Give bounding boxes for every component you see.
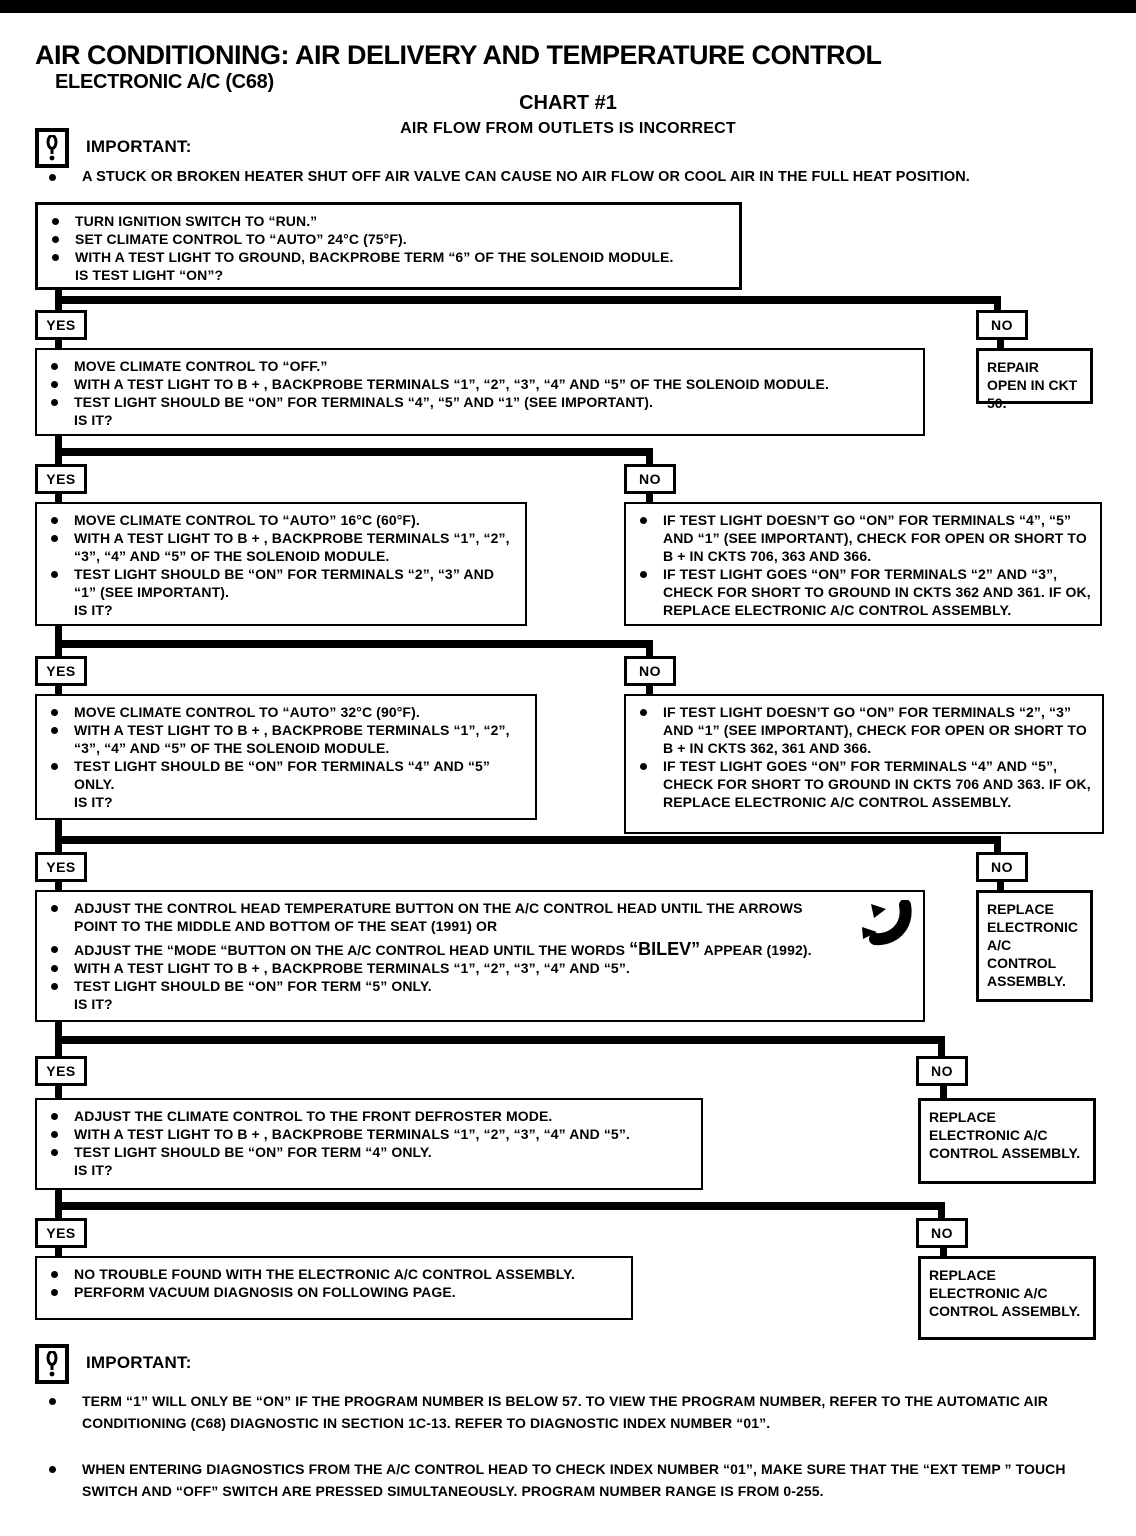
connector bbox=[55, 296, 1001, 304]
step5-b2-bilev: “BILEV” bbox=[629, 939, 701, 959]
connector bbox=[940, 1248, 947, 1256]
yes-label-6: YES bbox=[35, 1218, 87, 1248]
bullet-icon bbox=[51, 905, 58, 912]
connector bbox=[55, 1190, 62, 1202]
step5-b2-pre: ADJUST THE “MODE “BUTTON ON THE A/C CONTROL HEAD UNTIL THE WORDS bbox=[74, 942, 630, 958]
connector bbox=[940, 1086, 947, 1098]
no-label-5: NO bbox=[916, 1056, 968, 1086]
yes-label-4: YES bbox=[35, 852, 87, 882]
bullet-icon bbox=[51, 1149, 58, 1156]
bullet-icon bbox=[51, 727, 58, 734]
step4-question: IS IT? bbox=[74, 794, 113, 810]
no-label-2: NO bbox=[624, 464, 676, 494]
connector bbox=[55, 1248, 62, 1256]
step6-question: IS IT? bbox=[74, 1162, 113, 1178]
replace-assembly-box-2: REPLACE ELECTRONIC A/C CONTROL ASSEMBLY. bbox=[918, 1098, 1096, 1184]
bullet-item: WITH A TEST LIGHT TO GROUND, BACKPROBE TERM “6” OF THE SOLENOID MODULE. bbox=[38, 248, 731, 266]
yes-label-2: YES bbox=[35, 464, 87, 494]
bullet-item: MOVE CLIMATE CONTROL TO “AUTO” 32°C (90°F). bbox=[37, 703, 527, 721]
yes-label-3: YES bbox=[35, 656, 87, 686]
footer-note bbox=[35, 1390, 1065, 1434]
bullet-item: TEST LIGHT SHOULD BE “ON” FOR TERM “5” ONLY. bbox=[37, 977, 915, 995]
bullet-item: IF TEST LIGHT DOESN’T GO “ON” FOR TERMINALS “4”, “5” AND “1” (SEE IMPORTANT), CHECK FOR OPEN OR SHORT TO B + IN CKTS 706, 363 AND 366. bbox=[626, 511, 1092, 565]
bullet-item: WITH A TEST LIGHT TO B + , BACKPROBE TERMINALS “1”, “2”, “3”, “4” AND “5”. bbox=[37, 1125, 693, 1143]
exclamation-icon bbox=[35, 128, 69, 168]
connector bbox=[55, 686, 62, 694]
bullet-icon bbox=[51, 983, 58, 990]
no-label-1: NO bbox=[976, 310, 1028, 340]
bullet-icon bbox=[51, 571, 58, 578]
bullet-item: WITH A TEST LIGHT TO B + , BACKPROBE TERMINALS “1”, “2”, “3”, “4” AND “5” OF THE SOLENOID MODULE. bbox=[37, 375, 915, 393]
bullet-item: SET CLIMATE CONTROL TO “AUTO” 24°C (75°F). bbox=[38, 230, 731, 248]
step5-box bbox=[35, 890, 925, 1022]
connector bbox=[55, 640, 653, 648]
warning-text: A STUCK OR BROKEN HEATER SHUT OFF AIR VALVE CAN CAUSE NO AIR FLOW OR COOL AIR IN THE FULL HEAT POSITION. bbox=[82, 169, 970, 185]
step5-question: IS IT? bbox=[74, 996, 113, 1012]
connector bbox=[55, 1086, 62, 1098]
bullet-item: TURN IGNITION SWITCH TO “RUN.” bbox=[38, 212, 731, 230]
bullet-item: IF TEST LIGHT GOES “ON” FOR TERMINALS “4” AND “5”, CHECK FOR SHORT TO GROUND IN CKTS 706 AND 363. IF OK, REPLACE ELECTRONIC A/C CONTROL ASSEMBLY. bbox=[626, 757, 1094, 811]
bullet-icon bbox=[51, 946, 58, 953]
connector bbox=[55, 436, 62, 448]
connector bbox=[55, 820, 62, 836]
bullet-icon bbox=[51, 709, 58, 716]
footer-note bbox=[35, 1458, 1105, 1502]
connector bbox=[55, 340, 62, 348]
connector bbox=[55, 494, 62, 502]
connector bbox=[55, 1022, 62, 1036]
repair-ckt50-box: REPAIR OPEN IN CKT 50. bbox=[976, 348, 1093, 404]
step3-question: IS IT? bbox=[74, 602, 113, 618]
bullet-icon bbox=[640, 709, 647, 716]
connector bbox=[55, 882, 62, 890]
bullet-item: IF TEST LIGHT GOES “ON” FOR TERMINALS “2” AND “3”, CHECK FOR SHORT TO GROUND IN CKTS 362 AND 361. IF OK, REPLACE ELECTRONIC A/C CONTROL ASSEMBLY. bbox=[626, 565, 1092, 619]
bullet-icon bbox=[51, 965, 58, 972]
bullet-icon bbox=[51, 763, 58, 770]
step1-question: IS TEST LIGHT “ON”? bbox=[75, 267, 224, 283]
chart-title: AIR FLOW FROM OUTLETS IS INCORRECT bbox=[400, 120, 736, 137]
bullet-item: IF TEST LIGHT DOESN’T GO “ON” FOR TERMINALS “2”, “3” AND “1” (SEE IMPORTANT), CHECK FOR OPEN OR SHORT TO B + IN CKTS 362, 361 AND 366. bbox=[626, 703, 1094, 757]
no-label-4: NO bbox=[976, 852, 1028, 882]
connector bbox=[55, 648, 62, 656]
step1-box bbox=[35, 202, 742, 290]
connector bbox=[55, 1210, 62, 1218]
bullet-item bbox=[37, 940, 915, 959]
replace-assembly-box-3: REPLACE ELECTRONIC A/C CONTROL ASSEMBLY. bbox=[918, 1256, 1096, 1340]
bullet-icon bbox=[51, 1113, 58, 1120]
connector bbox=[55, 836, 1001, 844]
yes-label-5: YES bbox=[35, 1056, 87, 1086]
no-label-6: NO bbox=[916, 1218, 968, 1248]
bullet-icon bbox=[52, 254, 59, 261]
bullet-item: WITH A TEST LIGHT TO B + , BACKPROBE TERMINALS “1”, “2”, “3”, “4” AND “5” OF THE SOLENOID MODULE. bbox=[37, 529, 517, 565]
bullet-icon bbox=[51, 381, 58, 388]
bullet-item: PERFORM VACUUM DIAGNOSIS ON FOLLOWING PAGE. bbox=[37, 1283, 623, 1301]
connector bbox=[994, 844, 1001, 852]
bullet-icon bbox=[51, 399, 58, 406]
connector bbox=[55, 844, 62, 852]
connector bbox=[55, 448, 653, 456]
exclamation-icon bbox=[35, 1344, 69, 1384]
seat-with-arrows-icon bbox=[859, 900, 915, 951]
footer-note-text: WHEN ENTERING DIAGNOSTICS FROM THE A/C CONTROL HEAD TO CHECK INDEX NUMBER “01”, MAKE SURE THAT THE “EXT TEMP ” TOUCH SWITCH AND “OFF” SWITCH ARE PRESSED SIMULTANEOUSLY. PROGRAM NUMBER RANGE IS FROM 0-255. bbox=[82, 1461, 1066, 1499]
page-subtitle: ELECTRONIC A/C (C68) bbox=[55, 71, 274, 93]
connector bbox=[646, 686, 653, 694]
bullet-icon bbox=[51, 1289, 58, 1296]
bullet-icon bbox=[49, 1398, 56, 1405]
connector bbox=[55, 1044, 62, 1056]
bullet-item: ADJUST THE CONTROL HEAD TEMPERATURE BUTTON ON THE A/C CONTROL HEAD UNTIL THE ARROWS POINT TO THE MIDDLE AND BOTTOM OF THE SEAT (1991) OR bbox=[37, 899, 915, 935]
bullet-item: NO TROUBLE FOUND WITH THE ELECTRONIC A/C CONTROL ASSEMBLY. bbox=[37, 1265, 623, 1283]
connector bbox=[938, 1044, 945, 1056]
bullet-icon bbox=[52, 218, 59, 225]
bullet-icon bbox=[51, 1271, 58, 1278]
connector bbox=[55, 456, 62, 464]
footer-note-text: TERM “1” WILL ONLY BE “ON” IF THE PROGRAM NUMBER IS BELOW 57. TO VIEW THE PROGRAM NUMBER, REFER TO THE AUTOMATIC AIR CONDITIONING (C68) DIAGNOSTIC IN SECTION 1C-13. REFER TO DIAGNOSTIC INDEX NUMBER “01”. bbox=[82, 1393, 1048, 1431]
bullet-icon bbox=[640, 571, 647, 578]
step5-b2-post: APPEAR (1992). bbox=[700, 942, 812, 958]
important-label-bottom: IMPORTANT: bbox=[86, 1353, 192, 1372]
warning-note bbox=[35, 168, 1105, 187]
bullet-icon bbox=[51, 517, 58, 524]
replace-assembly-box-1: REPLACE ELECTRONIC A/C CONTROL ASSEMBLY. bbox=[976, 890, 1093, 1002]
bullet-item: MOVE CLIMATE CONTROL TO “OFF.” bbox=[37, 357, 915, 375]
no-label-3: NO bbox=[624, 656, 676, 686]
bullet-item: ADJUST THE CLIMATE CONTROL TO THE FRONT DEFROSTER MODE. bbox=[37, 1107, 693, 1125]
connector bbox=[55, 1202, 945, 1210]
bullet-icon bbox=[640, 517, 647, 524]
bullet-icon bbox=[52, 236, 59, 243]
connector bbox=[55, 1036, 945, 1044]
connector bbox=[55, 626, 62, 640]
step3-no-box bbox=[624, 502, 1102, 626]
connector bbox=[646, 494, 653, 502]
bullet-item: TEST LIGHT SHOULD BE “ON” FOR TERMINALS “4” AND “5” ONLY. bbox=[37, 757, 527, 793]
bullet-item: TEST LIGHT SHOULD BE “ON” FOR TERMINALS “2”, “3” AND “1” (SEE IMPORTANT). bbox=[37, 565, 517, 601]
connector bbox=[938, 1210, 945, 1218]
bullet-item: WITH A TEST LIGHT TO B + , BACKPROBE TERMINALS “1”, “2”, “3”, “4” AND “5”. bbox=[37, 959, 915, 977]
step4-box bbox=[35, 694, 537, 820]
yes-label-1: YES bbox=[35, 310, 87, 340]
step2-box bbox=[35, 348, 925, 436]
step2-question: IS IT? bbox=[74, 412, 113, 428]
connector bbox=[997, 340, 1004, 348]
bullet-item: MOVE CLIMATE CONTROL TO “AUTO” 16°C (60°F). bbox=[37, 511, 517, 529]
connector bbox=[646, 456, 653, 464]
step7-box bbox=[35, 1256, 633, 1320]
bullet-item: TEST LIGHT SHOULD BE “ON” FOR TERMINALS “4”, “5” AND “1” (SEE IMPORTANT). bbox=[37, 393, 915, 411]
step3-box bbox=[35, 502, 527, 626]
bullet-icon bbox=[51, 1131, 58, 1138]
page-title: AIR CONDITIONING: AIR DELIVERY AND TEMPERATURE CONTROL bbox=[35, 40, 882, 70]
bullet-item: WITH A TEST LIGHT TO B + , BACKPROBE TERMINALS “1”, “2”, “3”, “4” AND “5” OF THE SOLENOID MODULE. bbox=[37, 721, 527, 757]
step4-no-box bbox=[624, 694, 1104, 834]
important-label-top: IMPORTANT: bbox=[86, 137, 192, 156]
bullet-icon bbox=[49, 1466, 56, 1473]
bullet-icon bbox=[640, 763, 647, 770]
connector bbox=[646, 648, 653, 656]
bullet-item: TEST LIGHT SHOULD BE “ON” FOR TERM “4” ONLY. bbox=[37, 1143, 693, 1161]
bullet-icon bbox=[51, 535, 58, 542]
bullet-icon bbox=[51, 363, 58, 370]
chart-number: CHART #1 bbox=[519, 92, 617, 114]
exclamation-glyph bbox=[43, 135, 61, 161]
connector bbox=[997, 882, 1004, 890]
bullet-icon bbox=[49, 174, 56, 181]
scan-artifact-bar bbox=[0, 0, 1136, 13]
step6-box bbox=[35, 1098, 703, 1190]
exclamation-glyph bbox=[43, 1351, 61, 1377]
